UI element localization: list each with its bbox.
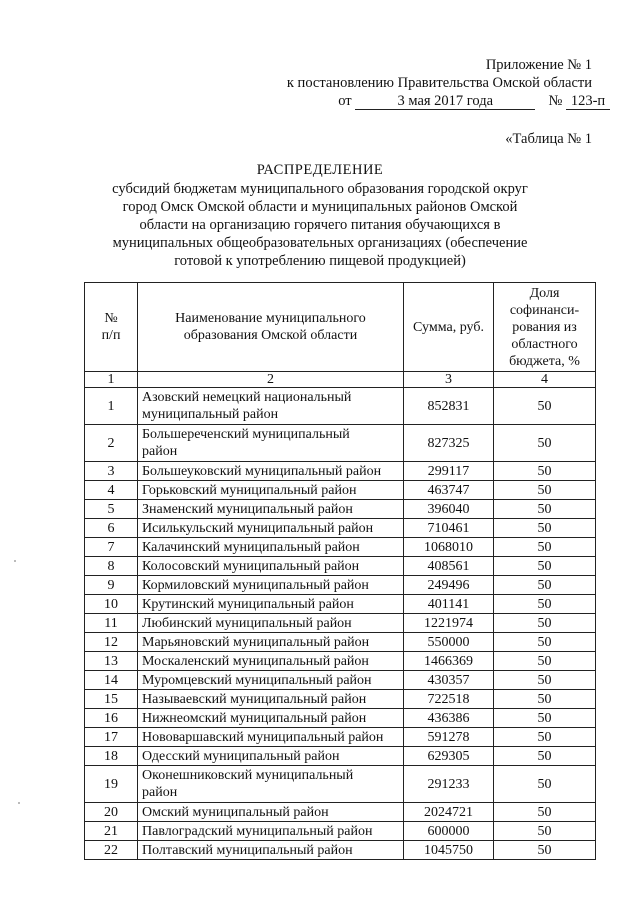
- cofinancing-share: 50: [494, 709, 596, 728]
- subsidy-sum: 430357: [404, 671, 494, 690]
- row-number: 5: [85, 500, 138, 519]
- scan-speck: [18, 802, 20, 804]
- subsidy-sum: 408561: [404, 557, 494, 576]
- cofinancing-share: 50: [494, 747, 596, 766]
- municipality-name: Знаменский муниципальный район: [138, 500, 404, 519]
- document-title: РАСПРЕДЕЛЕНИЕ: [256, 162, 384, 178]
- column-numbering-row: [85, 372, 596, 388]
- subsidy-sum: 249496: [404, 576, 494, 595]
- subsidy-sum: 629305: [404, 747, 494, 766]
- row-number: 7: [85, 538, 138, 557]
- table-row: [85, 462, 596, 481]
- table-row: [85, 595, 596, 614]
- table-row: [85, 822, 596, 841]
- number-prefix: №: [548, 93, 563, 109]
- column-number-2: 2: [138, 372, 404, 388]
- column-header-name: Наименование муниципального образования Омской области: [138, 283, 404, 372]
- cofinancing-share: 50: [494, 822, 596, 841]
- cofinancing-share: 50: [494, 690, 596, 709]
- municipality-name: Омский муниципальный район: [138, 803, 404, 822]
- municipality-name: Павлоградский муниципальный район: [138, 822, 404, 841]
- table-row: [85, 614, 596, 633]
- decree-date-line: [338, 92, 610, 110]
- column-number-4: 4: [494, 372, 596, 388]
- row-number: 1: [85, 388, 138, 425]
- row-number: 12: [85, 633, 138, 652]
- column-header-number: № п/п: [85, 283, 138, 372]
- cofinancing-share: 50: [494, 481, 596, 500]
- row-number: 18: [85, 747, 138, 766]
- municipality-name: Нижнеомский муниципальный район: [138, 709, 404, 728]
- subsidy-sum: 600000: [404, 822, 494, 841]
- cofinancing-share: 50: [494, 425, 596, 462]
- row-number: 16: [85, 709, 138, 728]
- table-row: [85, 747, 596, 766]
- subsidy-table: [84, 282, 596, 860]
- table-row: [85, 803, 596, 822]
- subsidy-sum: 550000: [404, 633, 494, 652]
- subsidy-sum: 591278: [404, 728, 494, 747]
- municipality-name: Крутинский муниципальный район: [138, 595, 404, 614]
- cofinancing-share: 50: [494, 576, 596, 595]
- table-header-row: [85, 283, 596, 372]
- number-value: 123-п: [566, 94, 610, 110]
- subsidy-sum: 299117: [404, 462, 494, 481]
- subsidy-sum: 2024721: [404, 803, 494, 822]
- table-label: «Таблица № 1: [505, 131, 592, 147]
- subsidy-sum: 1068010: [404, 538, 494, 557]
- table-row: [85, 671, 596, 690]
- row-number: 2: [85, 425, 138, 462]
- subsidy-sum: 396040: [404, 500, 494, 519]
- cofinancing-share: 50: [494, 519, 596, 538]
- table-row: [85, 709, 596, 728]
- row-number: 4: [85, 481, 138, 500]
- municipality-name: Колосовский муниципальный район: [138, 557, 404, 576]
- row-number: 6: [85, 519, 138, 538]
- column-number-3: 3: [404, 372, 494, 388]
- cofinancing-share: 50: [494, 500, 596, 519]
- cofinancing-share: 50: [494, 841, 596, 860]
- cofinancing-share: 50: [494, 595, 596, 614]
- table-row: [85, 500, 596, 519]
- subsidy-sum: 401141: [404, 595, 494, 614]
- table-row: [85, 538, 596, 557]
- appendix-label: Приложение № 1: [485, 57, 592, 73]
- subsidy-sum: 722518: [404, 690, 494, 709]
- cofinancing-share: 50: [494, 803, 596, 822]
- municipality-name: Любинский муниципальный район: [138, 614, 404, 633]
- row-number: 8: [85, 557, 138, 576]
- municipality-name: Оконешниковский муниципальный район: [138, 766, 404, 803]
- table-row: [85, 576, 596, 595]
- subsidy-sum: 852831: [404, 388, 494, 425]
- row-number: 9: [85, 576, 138, 595]
- table-row: [85, 690, 596, 709]
- row-number: 3: [85, 462, 138, 481]
- table-body: [85, 388, 596, 860]
- row-number: 13: [85, 652, 138, 671]
- row-number: 21: [85, 822, 138, 841]
- subsidy-sum: 1045750: [404, 841, 494, 860]
- subsidy-sum: 463747: [404, 481, 494, 500]
- cofinancing-share: 50: [494, 766, 596, 803]
- municipality-name: Называевский муниципальный район: [138, 690, 404, 709]
- cofinancing-share: 50: [494, 728, 596, 747]
- cofinancing-share: 50: [494, 462, 596, 481]
- municipality-name: Муромцевский муниципальный район: [138, 671, 404, 690]
- table-row: [85, 425, 596, 462]
- municipality-name: Азовский немецкий национальный муниципальный район: [138, 388, 404, 425]
- table-row: [85, 652, 596, 671]
- row-number: 19: [85, 766, 138, 803]
- municipality-name: Москаленский муниципальный район: [138, 652, 404, 671]
- date-value: 3 мая 2017 года: [355, 94, 535, 110]
- subsidy-sum: 436386: [404, 709, 494, 728]
- municipality-name: Марьяновский муниципальный район: [138, 633, 404, 652]
- row-number: 20: [85, 803, 138, 822]
- column-header-sum: Сумма, руб.: [404, 283, 494, 372]
- row-number: 17: [85, 728, 138, 747]
- municipality-name: Исилькульский муниципальный район: [138, 519, 404, 538]
- cofinancing-share: 50: [494, 538, 596, 557]
- municipality-name: Большеуковский муниципальный район: [138, 462, 404, 481]
- column-number-1: 1: [85, 372, 138, 388]
- row-number: 10: [85, 595, 138, 614]
- cofinancing-share: 50: [494, 388, 596, 425]
- municipality-name: Нововаршавский муниципальный район: [138, 728, 404, 747]
- municipality-name: Полтавский муниципальный район: [138, 841, 404, 860]
- cofinancing-share: 50: [494, 633, 596, 652]
- subsidy-sum: 1221974: [404, 614, 494, 633]
- date-prefix: от: [338, 93, 352, 109]
- subsidy-sum: 710461: [404, 519, 494, 538]
- cofinancing-share: 50: [494, 671, 596, 690]
- municipality-name: Горьковский муниципальный район: [138, 481, 404, 500]
- cofinancing-share: 50: [494, 614, 596, 633]
- table-row: [85, 388, 596, 425]
- row-number: 22: [85, 841, 138, 860]
- decree-reference: к постановлению Правительства Омской области: [286, 75, 592, 91]
- table-row: [85, 519, 596, 538]
- scan-speck: [14, 560, 16, 562]
- row-number: 14: [85, 671, 138, 690]
- document-subtitle: субсидий бюджетам муниципального образования городской округ город Омск Омской области и муниципальных районов Омской области на организацию горячего питания обучающихся в муниципальных общеобразовательных организациях (обеспечение готовой к употреблению пищевой продукцией): [112, 181, 528, 269]
- cofinancing-share: 50: [494, 557, 596, 576]
- municipality-name: Калачинский муниципальный район: [138, 538, 404, 557]
- subsidy-sum: 1466369: [404, 652, 494, 671]
- table-row: [85, 841, 596, 860]
- cofinancing-share: 50: [494, 652, 596, 671]
- row-number: 15: [85, 690, 138, 709]
- table-row: [85, 481, 596, 500]
- subsidy-sum: 291233: [404, 766, 494, 803]
- table-row: [85, 633, 596, 652]
- table-row: [85, 728, 596, 747]
- table-row: [85, 766, 596, 803]
- column-header-share: Доля софинанси- рования из областного бюджета, %: [494, 283, 596, 372]
- table-row: [85, 557, 596, 576]
- municipality-name: Большереченский муниципальный район: [138, 425, 404, 462]
- row-number: 11: [85, 614, 138, 633]
- municipality-name: Кормиловский муниципальный район: [138, 576, 404, 595]
- subsidy-sum: 827325: [404, 425, 494, 462]
- municipality-name: Одесский муниципальный район: [138, 747, 404, 766]
